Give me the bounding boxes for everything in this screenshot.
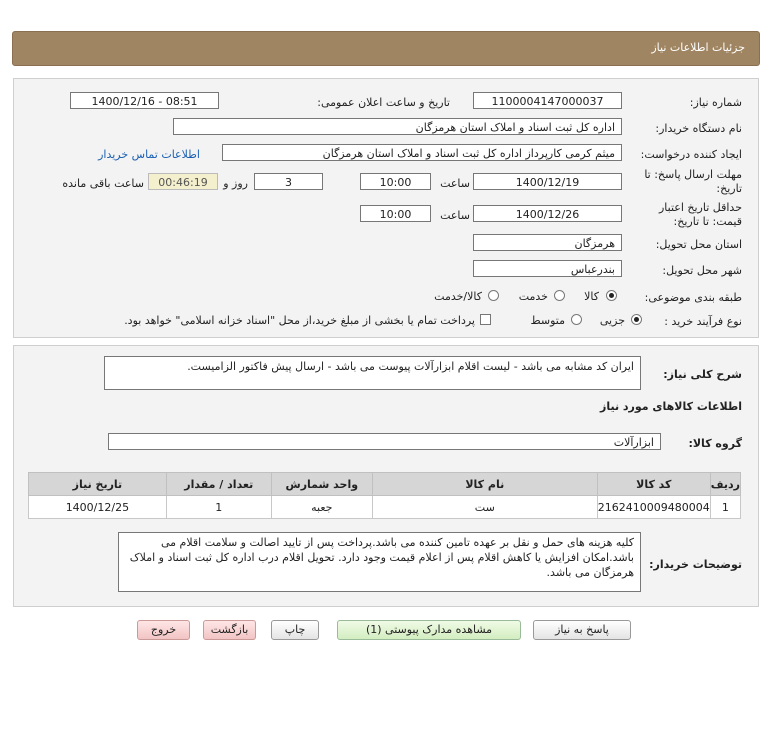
col-name-header: نام کالا (372, 473, 597, 496)
view-documents-button[interactable]: مشاهده مدارک پیوستی (1) (337, 620, 521, 640)
deadline-label-2: تاریخ: (716, 182, 742, 195)
need-number-label: شماره نیاز: (689, 96, 742, 109)
process-minor-radio[interactable] (631, 314, 642, 325)
page-header (12, 31, 760, 66)
category-goods-service-radio[interactable] (488, 290, 499, 301)
validity-time-field: 10:00 (360, 205, 431, 222)
buyer-notes-text: کلیه هزینه های حمل و نقل بر عهده تامین کننده می باشد.پرداخت پس از تایید اصالت و سلامت اقلام می باشد.امکان افزایش یا کاهش اقلام پس از اعلام قیمت وجود دارد. تحویل اقلام درب اداره کل ثبت اسناد و املاک هرمزگان می باشد. (118, 532, 641, 592)
category-goods-service-label: کالا/خدمت (434, 290, 482, 303)
col-qty-header: تعداد / مقدار (166, 473, 271, 496)
buyer-contact-link[interactable]: اطلاعات تماس خریدار (98, 148, 200, 161)
page-title: جزئیات اطلاعات نیاز (651, 41, 745, 54)
print-button[interactable]: چاپ (271, 620, 319, 640)
goods-info-title: اطلاعات کالاهای مورد نیاز (600, 400, 742, 413)
cell-row: 1 (710, 496, 740, 519)
validity-date-field: 1400/12/26 (473, 205, 622, 222)
category-goods-radio[interactable] (606, 290, 617, 301)
treasury-payment-note: پرداخت تمام یا بخشی از مبلغ خرید،از محل "اسناد خزانه اسلامی" خواهد بود. (124, 314, 475, 327)
goods-group-field: ابزارآلات (108, 433, 661, 450)
goods-table (28, 472, 741, 519)
col-code-header: کد کالا (597, 473, 710, 496)
category-goods-label: کالا (584, 290, 599, 303)
category-label: طبقه بندی موضوعی: (644, 291, 742, 304)
category-service-radio[interactable] (554, 290, 565, 301)
table-row (29, 496, 741, 519)
city-field: بندرعباس (473, 260, 622, 277)
reply-button[interactable]: پاسخ به نیاز (533, 620, 631, 640)
summary-text: ایران کد مشابه می باشد - لیست اقلام ابزارآلات پیوست می باشد - ارسال پیش فاکتور الزامیست. (104, 356, 641, 390)
process-medium-label: متوسط (530, 314, 565, 327)
province-field: هرمزگان (473, 234, 622, 251)
cell-code: 2162410009480004 (597, 496, 710, 519)
province-label: استان محل تحویل: (655, 238, 742, 251)
deadline-time-label: ساعت (440, 177, 470, 190)
summary-label: شرح کلی نیاز: (663, 368, 742, 381)
buyer-notes-label: توضیحات خریدار: (649, 558, 742, 571)
col-date-header: تاریخ نیاز (29, 473, 167, 496)
remaining-time-field: 00:46:19 (148, 173, 218, 190)
requester-label: ایجاد کننده درخواست: (640, 148, 742, 161)
validity-time-label: ساعت (440, 209, 470, 222)
exit-button[interactable]: خروج (137, 620, 190, 640)
table-header-row (29, 473, 741, 496)
deadline-time-field: 10:00 (360, 173, 431, 190)
requester-field: میثم کرمی کارپرداز اداره کل ثبت اسناد و املاک استان هرمزگان (222, 144, 622, 161)
buyer-org-field: اداره کل ثبت اسناد و املاک استان هرمزگان (173, 118, 622, 135)
announce-date-label: تاریخ و ساعت اعلان عمومی: (317, 96, 450, 109)
cell-name: ست (372, 496, 597, 519)
process-medium-radio[interactable] (571, 314, 582, 325)
cell-unit: جعبه (271, 496, 372, 519)
process-minor-label: جزیی (599, 314, 625, 327)
buyer-org-label: نام دستگاه خریدار: (655, 122, 742, 135)
announce-date-field: 1400/12/16 - 08:51 (70, 92, 219, 109)
days-label: روز و (223, 177, 248, 190)
need-number-field: 1100004147000037 (473, 92, 622, 109)
deadline-label-1: مهلت ارسال پاسخ: تا (644, 168, 742, 181)
treasury-payment-checkbox[interactable] (480, 314, 491, 325)
validity-label-1: حداقل تاریخ اعتبار (658, 201, 742, 214)
validity-label-2: قیمت: تا تاریخ: (673, 215, 742, 228)
cell-qty: 1 (166, 496, 271, 519)
col-row-header: ردیف (710, 473, 740, 496)
back-button[interactable]: بازگشت (203, 620, 256, 640)
city-label: شهر محل تحویل: (662, 264, 742, 277)
category-service-label: خدمت (518, 290, 548, 303)
cell-date: 1400/12/25 (29, 496, 167, 519)
process-label: نوع فرآیند خرید : (664, 315, 742, 328)
deadline-date-field: 1400/12/19 (473, 173, 622, 190)
days-field: 3 (254, 173, 323, 190)
col-unit-header: واحد شمارش (271, 473, 372, 496)
remaining-time-label: ساعت باقی مانده (62, 177, 144, 190)
goods-group-label: گروه کالا: (688, 437, 742, 450)
